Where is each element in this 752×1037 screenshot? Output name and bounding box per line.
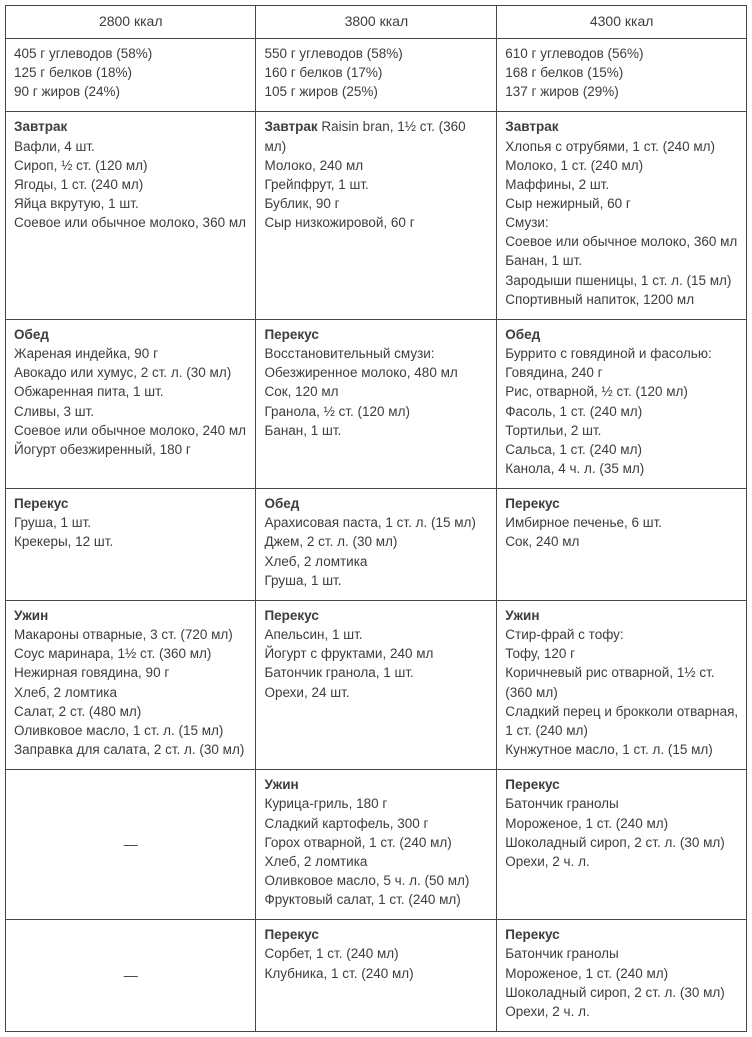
meal-line: Грейпфрут, 1 шт.: [264, 176, 369, 192]
meal-cell: [256, 920, 497, 1032]
meal-line: 405 г углеводов (58%): [14, 45, 153, 61]
meal-line: Молоко, 240 мл: [264, 157, 364, 173]
meal-line: Банан, 1 шт.: [264, 422, 342, 438]
meal-line: Апельсин, 1 шт.: [264, 627, 363, 643]
meal-line: Буррито с говядиной и фасолью:: [505, 346, 712, 362]
meal-line: Салат, 2 ст. (480 мл): [14, 703, 142, 719]
meal-line: Тортильи, 2 шт.: [505, 422, 602, 438]
meal-title-line: [264, 325, 490, 344]
meal-line: 550 г углеводов (58%): [264, 45, 403, 61]
meal-title: Завтрак: [14, 119, 68, 135]
meal-line: Батончик гранолы: [505, 946, 619, 962]
meal-title: Обед: [264, 496, 300, 512]
meal-cell: [6, 38, 256, 111]
meal-table-body: [6, 38, 747, 1031]
meal-cell: [256, 319, 497, 488]
meal-line: Стир-фрай с тофу:: [505, 627, 624, 643]
meal-line: Сок, 120 мл: [264, 384, 339, 400]
meal-title-line: [264, 606, 490, 625]
meal-line: Орехи, 2 ч. л.: [505, 853, 590, 869]
meal-line: 105 г жиров (25%): [264, 84, 378, 100]
meal-line: Банан, 1 шт.: [505, 253, 583, 269]
meal-cell: [6, 112, 256, 320]
meal-line: 168 г белков (15%): [505, 65, 624, 81]
meal-line: Мороженое, 1 ст. (240 мл): [505, 815, 669, 831]
meal-line: Сладкий перец и брокколи отварная, 1 ст. (240 мл): [505, 703, 739, 738]
meal-line: Макароны отварные, 3 ст. (720 мл): [14, 627, 233, 643]
meal-title: Перекус: [505, 777, 560, 793]
meal-title: Перекус: [14, 496, 69, 512]
meal-line: Обезжиренное молоко, 480 мл: [264, 365, 458, 381]
meal-cell: [6, 319, 256, 488]
meal-line: Говядина, 240 г: [505, 365, 603, 381]
meal-line: Орехи, 24 шт.: [264, 684, 350, 700]
meal-line: Клубника, 1 ст. (240 мл): [264, 965, 414, 981]
meal-line: Соевое или обычное молоко, 360 мл: [505, 234, 738, 250]
meal-line: Гранола, ½ ст. (120 мл): [264, 403, 410, 419]
meal-title: Перекус: [264, 607, 319, 623]
meal-cell: [497, 600, 747, 769]
meal-cell: [6, 600, 256, 769]
meal-cell: [6, 489, 256, 601]
meal-line: Заправка для салата, 2 ст. л. (30 мл): [14, 742, 245, 758]
header-4300-kcal: 4300 ккал: [497, 6, 747, 39]
meal-title: Перекус: [505, 927, 560, 943]
em-dash: —: [123, 966, 138, 983]
meal-line: Маффины, 2 шт.: [505, 176, 610, 192]
meal-line: 137 г жиров (29%): [505, 84, 619, 100]
meal-line: Горох отварной, 1 ст. (240 мл): [264, 834, 452, 850]
meal-line: Груша, 1 шт.: [264, 572, 342, 588]
meal-line: Джем, 2 ст. л. (30 мл): [264, 534, 398, 550]
meal-title-line: [264, 494, 490, 513]
empty-cell: [6, 770, 256, 920]
meal-line: Имбирное печенье, 6 шт.: [505, 515, 663, 531]
meal-line: 125 г белков (18%): [14, 65, 132, 81]
meal-line: Крекеры, 12 шт.: [14, 534, 114, 550]
meal-line: Восстановительный смузи:: [264, 346, 435, 362]
empty-cell: [6, 920, 256, 1032]
meal-line: Сок, 240 мл: [505, 534, 580, 550]
meal-title-line: [505, 117, 740, 136]
meal-line: Яйца вкрутую, 1 шт.: [14, 195, 139, 211]
header-row: [6, 6, 747, 39]
meal-title: Обед: [14, 326, 49, 342]
meal-title: Ужин: [264, 777, 299, 793]
meal-cell: [256, 770, 497, 920]
meal-cell: [497, 770, 747, 920]
meal-line: Хлеб, 2 ломтика: [264, 553, 368, 569]
row-snack-lunch-snack: [6, 489, 747, 601]
meal-title-line: [264, 117, 490, 155]
meal-title-line: [264, 925, 490, 944]
meal-line: Фасоль, 1 ст. (240 мл): [505, 403, 643, 419]
meal-line: Батончик гранолы: [505, 796, 619, 812]
meal-line: Спортивный напиток, 1200 мл: [505, 291, 695, 307]
meal-cell: [256, 112, 497, 320]
meal-line: Смузи:: [505, 215, 549, 231]
meal-cell: [497, 38, 747, 111]
meal-line: Соевое или обычное молоко, 240 мл: [14, 422, 246, 438]
meal-line: Сыр низкожировой, 60 г: [264, 215, 415, 231]
meal-line: Авокадо или хумус, 2 ст. л. (30 мл): [14, 365, 232, 381]
meal-line: Кунжутное масло, 1 ст. л. (15 мл): [505, 742, 713, 758]
meal-cell: [497, 489, 747, 601]
meal-title-line: [14, 606, 249, 625]
meal-line: Хлеб, 2 ломтика: [14, 684, 117, 700]
row-dinner-snack-dinner: [6, 600, 747, 769]
meal-line: Батончик гранола, 1 шт.: [264, 665, 414, 681]
meal-cell: [256, 489, 497, 601]
meal-line: Арахисовая паста, 1 ст. л. (15 мл): [264, 515, 476, 531]
row-dash-dinner-snack: [6, 770, 747, 920]
meal-line: Оливковое масло, 5 ч. л. (50 мл): [264, 872, 470, 888]
meal-cell: [497, 319, 747, 488]
meal-line: Сальса, 1 ст. (240 мл): [505, 441, 642, 457]
meal-title: Завтрак: [505, 119, 559, 135]
meal-title: Перекус: [264, 326, 319, 342]
meal-line: Ягоды, 1 ст. (240 мл): [14, 176, 144, 192]
row-breakfast: [6, 112, 747, 320]
em-dash: —: [123, 835, 138, 852]
meal-line: Орехи, 2 ч. л.: [505, 1003, 590, 1019]
meal-line: 160 г белков (17%): [264, 65, 383, 81]
meal-line: Рис, отварной, ½ ст. (120 мл): [505, 384, 688, 400]
row-lunch-snack-lunch: [6, 319, 747, 488]
meal-line: Жареная индейка, 90 г: [14, 346, 158, 362]
meal-title-line: [14, 325, 249, 344]
meal-title: Обед: [505, 326, 541, 342]
meal-title-line: [505, 325, 740, 344]
meal-line: Сладкий картофель, 300 г: [264, 815, 429, 831]
meal-line: Сорбет, 1 ст. (240 мл): [264, 946, 399, 962]
header-2800-kcal: 2800 ккал: [6, 6, 256, 39]
meal-line: Сироп, ½ ст. (120 мл): [14, 157, 148, 173]
meal-line: Оливковое масло, 1 ст. л. (15 мл): [14, 722, 224, 738]
meal-line: Сыр нежирный, 60 г: [505, 195, 631, 211]
meal-line: 90 г жиров (24%): [14, 84, 120, 100]
meal-line: Тофу, 120 г: [505, 646, 576, 662]
meal-title-line: [264, 775, 490, 794]
meal-title-line: [505, 606, 740, 625]
meal-line: Хлопья с отрубями, 1 ст. (240 мл): [505, 138, 716, 154]
meal-line: Зародыши пшеницы, 1 ст. л. (15 мл): [505, 272, 732, 288]
meal-cell: [497, 920, 747, 1032]
meal-cell: [256, 38, 497, 111]
meal-cell: [256, 600, 497, 769]
row-macros: [6, 38, 747, 111]
meal-line: Сливы, 3 шт.: [14, 403, 95, 419]
meal-line: Груша, 1 шт.: [14, 515, 92, 531]
meal-line: Бублик, 90 г: [264, 195, 340, 211]
meal-line: Курица-гриль, 180 г: [264, 796, 388, 812]
meal-plan-table: [5, 5, 747, 1032]
meal-line: Соус маринара, 1½ ст. (360 мл): [14, 646, 212, 662]
meal-line: Хлеб, 2 ломтика: [264, 853, 368, 869]
meal-title: Ужин: [14, 607, 49, 623]
meal-title-line: [505, 775, 740, 794]
meal-line: Шоколадный сироп, 2 ст. л. (30 мл): [505, 834, 725, 850]
meal-line: Коричневый рис отварной, 1½ ст. (360 мл): [505, 665, 715, 700]
meal-title-inline: Raisin bran, 1½ ст. (360 мл): [264, 119, 466, 154]
row-dash-snack-snack: [6, 920, 747, 1032]
meal-line: Йогурт с фруктами, 240 мл: [264, 646, 434, 662]
meal-line: Мороженое, 1 ст. (240 мл): [505, 965, 669, 981]
meal-title-line: [505, 925, 740, 944]
meal-line: Йогурт обезжиренный, 180 г: [14, 441, 191, 457]
meal-title-line: [505, 494, 740, 513]
meal-line: Вафли, 4 шт.: [14, 138, 95, 154]
meal-title: Перекус: [505, 496, 560, 512]
meal-line: Молоко, 1 ст. (240 мл): [505, 157, 644, 173]
meal-line: 610 г углеводов (56%): [505, 45, 644, 61]
meal-line: Шоколадный сироп, 2 ст. л. (30 мл): [505, 984, 725, 1000]
meal-title-line: [14, 117, 249, 136]
meal-line: Канола, 4 ч. л. (35 мл): [505, 461, 645, 476]
meal-cell: [497, 112, 747, 320]
meal-line: Соевое или обычное молоко, 360 мл: [14, 215, 246, 231]
meal-line: Фруктовый салат, 1 ст. (240 мл): [264, 892, 461, 908]
meal-title: Перекус: [264, 927, 319, 943]
meal-title: Завтрак: [264, 119, 318, 135]
meal-line: Обжаренная пита, 1 шт.: [14, 384, 164, 400]
meal-title-line: [14, 494, 249, 513]
header-3800-kcal: 3800 ккал: [256, 6, 497, 39]
meal-title: Ужин: [505, 607, 540, 623]
meal-line: Нежирная говядина, 90 г: [14, 665, 170, 681]
